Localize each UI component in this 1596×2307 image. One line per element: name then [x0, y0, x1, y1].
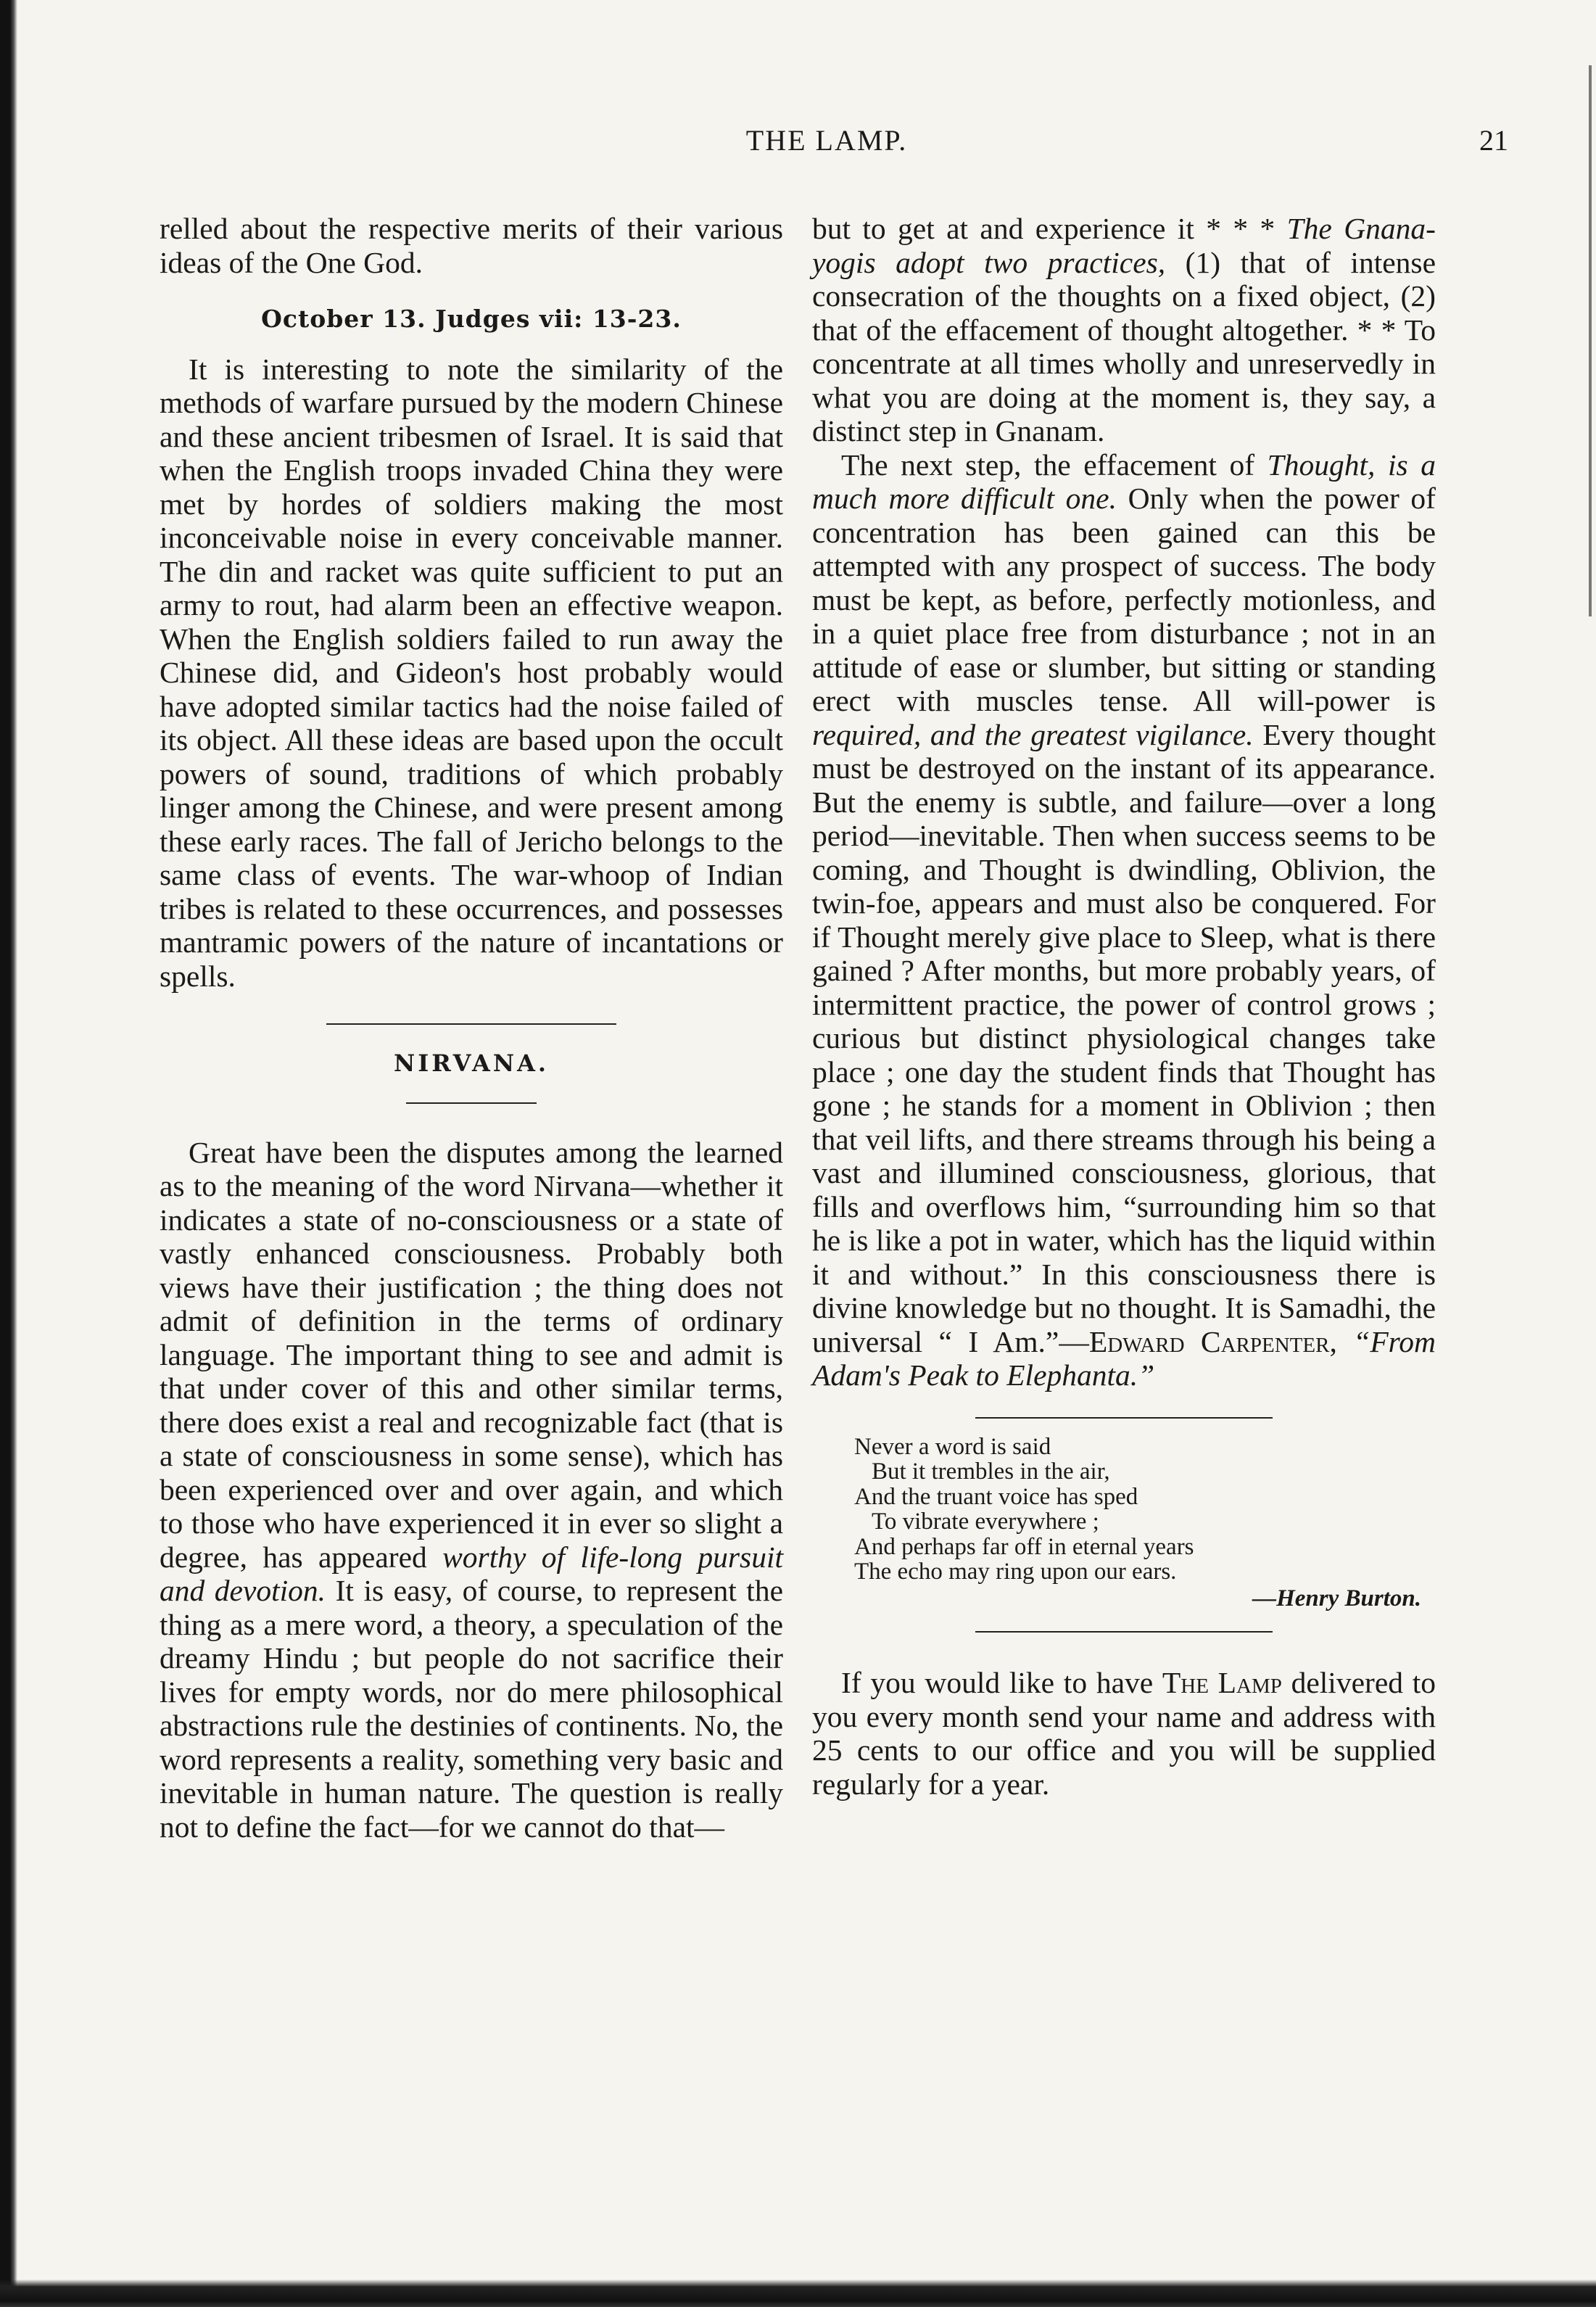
notice-text-a: If you would like to have: [841, 1666, 1162, 1699]
lesson-heading: October 13. Judges vii: 13-23.: [261, 305, 682, 333]
page-number: 21: [1479, 124, 1508, 157]
effacement-text-a: The next step, the effacement of: [841, 447, 1268, 482]
scan-edge-left: [0, 0, 17, 2307]
continued-paragraph: relled about the respective merits of their various ideas of the One God.: [160, 212, 783, 279]
poem-line: But it trembles in the air,: [872, 1458, 1110, 1485]
lesson-paragraph: It is interesting to note the similarity of the methods of warfare pursued by the modern Chinese and these ancient tribesmen of Israel. It is said that when the English troops invaded China they were met by hordes of soldiers making the most inconceivable noise in every conceivable manner. The din and racket was quite sufficient to put an army to rout, had alarm been an effective weapon. When the English soldiers failed to run away the Chinese did, and Gideon's host probably would have adopted similar tactics had the noise failed of its object. All these ideas are based upon the occult powers of sound, traditions of which probably linger among the Chinese, and were present among these early races. The fall of Jericho belongs to the same class of events. The war-whoop of Indian tribes is related to these occurrences, and possesses mantramic powers of the nature of incantations or spells.: [160, 352, 783, 993]
gnana-text-a: but to get at and experience it * * *: [812, 212, 1287, 245]
poem: [854, 1435, 1436, 1611]
gnana-paragraph: [812, 212, 1436, 448]
poem-line: The echo may ring upon our ears.: [854, 1559, 1177, 1585]
running-title: THE LAMP.: [745, 124, 908, 157]
effacement-italic-2: required, and the greatest vigilance.: [812, 717, 1254, 751]
effacement-text-c: Every thought must be destroyed on the instant of its appearance. But the enemy is subtle, and failure—over a long period—inevitable. Then when success seems to be coming, and Thought is dwindling, Oblivion, the twin-foe, appears and must also be conquered. For if Thought merely give place to Sleep, what is there gained ? After months, but more probably years, of intermittent practice, the power of control grows ; curious but distinct physiological changes take place ; one day the student finds that Thought has gone ; he stands for a moment in Oblivion ; then that veil lifts, and there streams through his being a vast and illumined consciousness, glorious, that fills and overflows him, “surrounding him so that he is like a pot in water, which has the liquid within it and without.” In this consciousness there is divine knowledge but no thought. It is Samadhi, the universal “ I Am.”—: [812, 717, 1436, 1358]
section-divider: [326, 1023, 616, 1025]
nirvana-italic: worthy of life-long pursuit and devotion.: [160, 1540, 783, 1607]
nirvana-text-a: Great have been the disputes among the learned as to the meaning of the word Nirvana—whether it indicates a state of no-consciousness or a state of vastly enhanced consciousness. Probably both views have their justification ; the thing does not admit of definition in the terms of ordinary language. The important thing to see and admit is that under cover of this and other similar terms, there does exist a real and recognizable fact (that is a state of consciousness in some sense), which has been experienced over and over again, and which to those who have experienced it in ever so slight a degree, has appeared: [160, 1135, 783, 1574]
scan-edge-bottom: [0, 2279, 1596, 2307]
notice-lamp-name: The Lamp: [1162, 1666, 1282, 1699]
nirvana-text-b: It is easy, of course, to represent the thing as a mere word, a theory, a speculation of the dreamy Hindu ; but people do not sacrifice their lives for empty words, nor do mere philosophical abstractions rule the destinies of continents. No, the word represents a reality, something very basic and inevitable in human nature. The question is really not to define the fact—for we cannot do that—: [160, 1574, 784, 1844]
poem-line: And perhaps far off in eternal years: [854, 1533, 1194, 1560]
gnana-italic: The Gnana-yogis adopt two practices,: [812, 212, 1436, 279]
poem-line: And the truant voice has sped: [854, 1483, 1138, 1510]
section-title: NIRVANA.: [393, 1049, 550, 1077]
subscription-notice: [812, 1666, 1436, 1801]
notice-divider: [975, 1631, 1273, 1633]
citation-author: Edward Carpenter,: [1088, 1324, 1337, 1358]
effacement-paragraph: [812, 448, 1436, 1392]
poem-divider: [975, 1417, 1273, 1419]
poem-line: To vibrate everywhere ;: [872, 1509, 1099, 1535]
right-column: [812, 212, 1436, 1801]
citation-source: “From Adam's Peak to Elephanta.”: [812, 1324, 1436, 1392]
left-column: [160, 212, 783, 1844]
scan-edge-right: [1589, 65, 1592, 616]
nirvana-paragraph: [160, 1136, 783, 1844]
effacement-italic-1: Thought, is a much more difficult one.: [812, 447, 1436, 515]
gnana-text-b: (1) that of intense consecration of the thoughts on a fixed object, (2) that of the effacement of thought altogether. * * To concentrate at all times wholly and unreservedly in what you are doing at the moment is, they say, a distinct step in Gnanam.: [812, 245, 1436, 447]
notice-text-b: delivered to you every month send your name and address with 25 cents to our office and you will be supplied regularly for a year.: [812, 1666, 1436, 1801]
effacement-text-b: Only when the power of concentration has been gained can this be attempted with any prospect of success. The body must be kept, as before, perfectly motionless, and in a quiet place free from disturbance ; not in an attitude of ease or slumber, but sitting or standing erect with muscles tense. All will-power is: [812, 482, 1436, 717]
title-underline: [406, 1102, 537, 1104]
page-header: [145, 123, 1508, 167]
poem-author: —Henry Burton.: [1252, 1585, 1421, 1611]
poem-line: Never a word is said: [854, 1433, 1051, 1460]
